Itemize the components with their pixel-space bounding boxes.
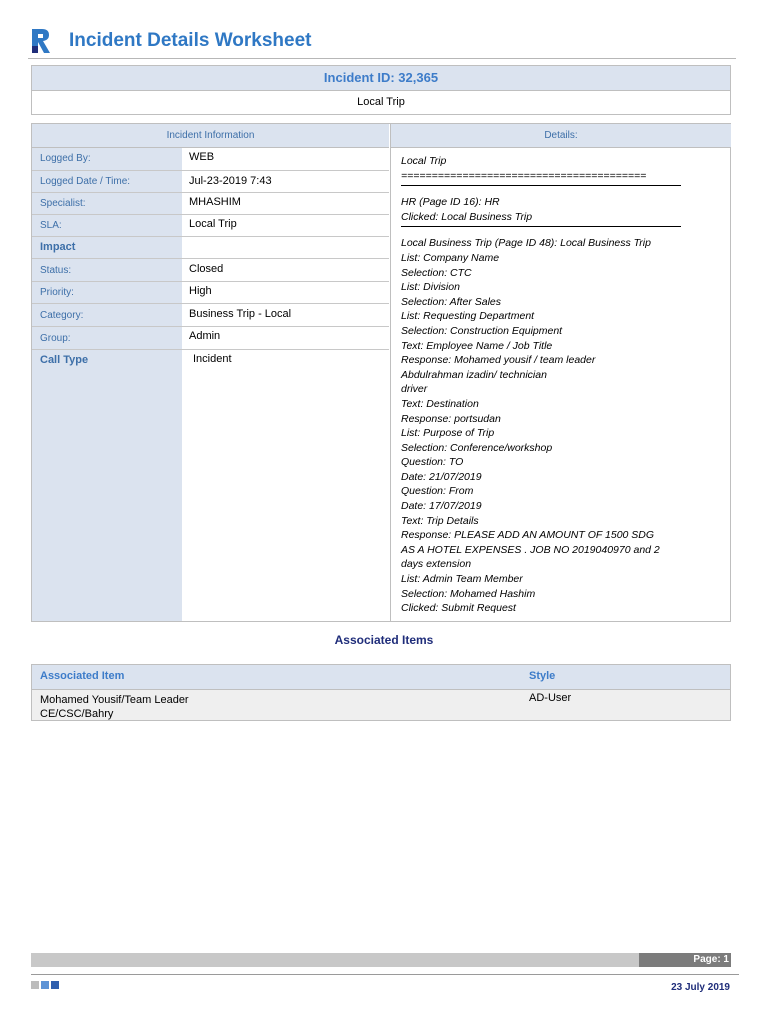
footer-square-icon <box>51 981 59 989</box>
details-divider <box>401 185 681 186</box>
associated-item-line: CE/CSC/Bahry <box>40 708 114 720</box>
incident-id-box <box>31 65 731 115</box>
details-line: Date: 17/07/2019 <box>401 500 482 513</box>
associated-items-title: Associated Items <box>334 633 434 647</box>
associated-items-table <box>31 664 731 721</box>
details-line: Abdulrahman izadin/ technician <box>401 368 547 381</box>
field-value: Local Trip <box>189 218 237 230</box>
details-line: Selection: CTC <box>401 266 472 279</box>
details-line: Response: Mohamed yousif / team leader <box>401 354 596 367</box>
footer-divider <box>31 974 739 975</box>
field-value: WEB <box>189 151 215 163</box>
details-line: Local Trip <box>401 155 447 167</box>
details-column <box>390 124 731 621</box>
field-row-priority <box>32 282 389 304</box>
footer-square-icon <box>41 981 49 989</box>
details-line: Response: portsudan <box>401 412 501 425</box>
field-value: Closed <box>189 263 224 275</box>
field-label: Category: <box>40 310 84 321</box>
field-label: Logged Date / Time: <box>40 176 131 187</box>
field-row-specialist <box>32 193 389 215</box>
field-value: MHASHIM <box>189 196 241 208</box>
field-row-call-type <box>32 350 389 380</box>
details-line: Response: PLEASE ADD AN AMOUNT OF 1500 SDG <box>401 529 655 542</box>
details-line: Local Business Trip (Page ID 48): Local Business Trip <box>401 237 651 250</box>
details-line: Selection: Mohamed Hashim <box>401 587 536 600</box>
footer-bar <box>31 953 729 967</box>
field-label: Priority: <box>40 287 74 298</box>
details-line: Date: 21/07/2019 <box>401 470 482 483</box>
details-header: Details: <box>391 124 731 148</box>
details-line: Selection: After Sales <box>401 295 501 308</box>
details-line: List: Admin Team Member <box>401 573 523 586</box>
field-value: Admin <box>189 330 221 342</box>
details-divider <box>401 226 681 227</box>
column-header-style: Style <box>529 670 556 682</box>
details-line: Text: Trip Details <box>401 514 479 527</box>
page-number <box>639 953 731 967</box>
page-title: Incident Details Worksheet <box>69 30 312 51</box>
field-label: Call Type <box>40 354 89 366</box>
incident-information-header: Incident Information <box>32 124 389 148</box>
details-line: Selection: Construction Equipment <box>401 324 563 337</box>
field-row-sla <box>32 215 389 237</box>
table-row <box>32 690 730 720</box>
details-block <box>401 236 726 615</box>
field-row-status <box>32 259 389 282</box>
field-label: Group: <box>40 333 71 344</box>
details-text <box>401 154 726 616</box>
field-row-logged-by <box>32 148 389 171</box>
field-label: Specialist: <box>40 198 86 209</box>
details-line: days extension <box>401 558 472 571</box>
style-cell: AD-User <box>529 692 572 704</box>
page-header <box>28 24 736 59</box>
page-number-text: Page: 1 <box>693 954 729 965</box>
details-line: driver <box>401 383 428 396</box>
incident-table <box>31 123 731 622</box>
details-line: List: Company Name <box>401 251 500 264</box>
field-value: High <box>189 285 212 297</box>
details-line: List: Purpose of Trip <box>401 427 495 440</box>
field-value: Incident <box>193 353 232 365</box>
details-line: List: Division <box>401 281 460 294</box>
field-label: SLA: <box>40 220 62 231</box>
field-row-category <box>32 304 389 327</box>
incident-summary: Local Trip <box>357 96 405 108</box>
field-value: Business Trip - Local <box>189 308 292 320</box>
footer-date: 23 July 2019 <box>671 982 730 993</box>
associated-item-line: Mohamed Yousif/Team Leader <box>40 694 189 706</box>
field-label: Impact <box>40 241 76 253</box>
field-label: Logged By: <box>40 153 91 164</box>
company-logo-icon <box>30 27 52 55</box>
field-row-impact <box>32 237 389 259</box>
details-line: Selection: Conference/workshop <box>401 441 553 454</box>
details-line: ======================================== <box>401 169 647 182</box>
associated-item-cell <box>40 693 189 721</box>
field-value: Jul-23-2019 7:43 <box>189 175 272 187</box>
details-line: Question: TO <box>401 456 464 469</box>
details-line: List: Requesting Department <box>401 310 535 323</box>
incident-information-column <box>32 124 389 621</box>
details-line: Clicked: Local Business Trip <box>401 210 533 223</box>
details-line: AS A HOTEL EXPENSES . JOB NO 2019040970 and 2 <box>401 543 660 556</box>
field-label: Status: <box>40 265 72 276</box>
details-line: HR (Page ID 16): HR <box>401 196 500 209</box>
details-line: Text: Employee Name / Job Title <box>401 339 553 352</box>
field-row-group <box>32 327 389 350</box>
column-header-associated-item: Associated Item <box>40 670 125 682</box>
details-line: Clicked: Submit Request <box>401 602 516 615</box>
associated-items-header <box>32 665 730 690</box>
field-row-logged-date <box>32 171 389 193</box>
details-line: Text: Destination <box>401 397 479 410</box>
details-line: Question: From <box>401 485 474 498</box>
incident-id: Incident ID: 32,365 <box>32 66 730 91</box>
footer-square-icon <box>31 981 39 989</box>
